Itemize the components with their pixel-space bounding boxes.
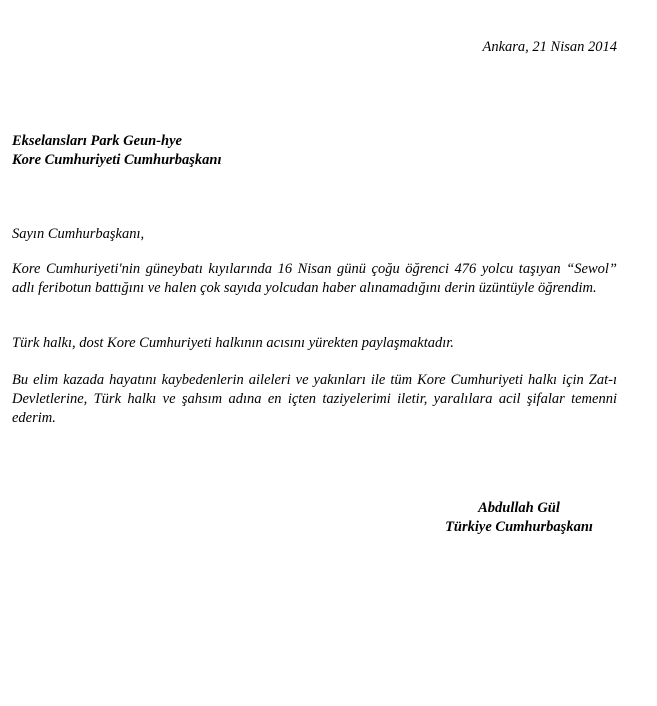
recipient-block <box>12 132 222 170</box>
signature-title: Türkiye Cumhurbaşkanı <box>445 519 593 535</box>
paragraph-3: Bu elim kazada hayatını kaybedenlerin aileleri ve yakınları ile tüm Kore Cumhuriyeti halkı için Zat-ı Devletlerine, Türk halkı ve şahsım adına en içten taziyelerimi iletir, yaralılara acil şifalar temenni ederim. <box>12 372 617 426</box>
letter-date: Ankara, 21 Nisan 2014 <box>482 39 617 55</box>
signature-block <box>424 499 614 537</box>
signature-name: Abdullah Gül <box>478 500 560 516</box>
recipient-name: Ekselansları Park Geun-hye <box>12 133 182 149</box>
salutation: Sayın Cumhurbaşkanı, <box>12 226 145 242</box>
paragraph-2: Türk halkı, dost Kore Cumhuriyeti halkının acısını yürekten paylaşmaktadır. <box>12 335 454 351</box>
recipient-title: Kore Cumhuriyeti Cumhurbaşkanı <box>12 152 222 168</box>
paragraph-1: Kore Cumhuriyeti'nin güneybatı kıyılarında 16 Nisan günü çoğu öğrenci 476 yolcu taşıyan “Sewol” adlı feribotun battığını ve halen çok sayıda yolcudan haber alınamadığını derin üzüntüyle öğrendim. <box>12 261 617 296</box>
